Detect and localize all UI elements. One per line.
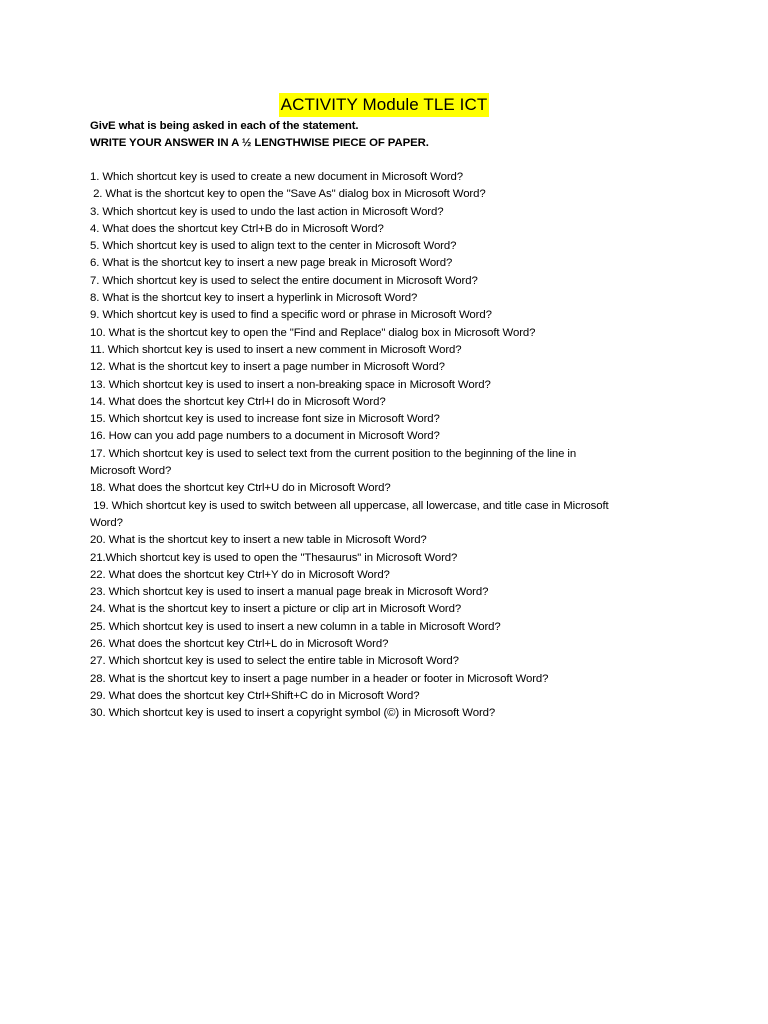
question-item: 14. What does the shortcut key Ctrl+I do in Microsoft Word?	[90, 395, 386, 408]
question-item: 21.Which shortcut key is used to open the "Thesaurus" in Microsoft Word?	[90, 551, 458, 564]
question-item: 13. Which shortcut key is used to insert a non-breaking space in Microsoft Word?	[90, 378, 491, 391]
question-item: 24. What is the shortcut key to insert a picture or clip art in Microsoft Word?	[90, 603, 462, 616]
question-item: 4. What does the shortcut key Ctrl+B do in Microsoft Word?	[90, 222, 384, 235]
question-item: 30. Which shortcut key is used to insert a copyright symbol (©) in Microsoft Word?	[90, 707, 496, 720]
instruction-line: WRITE YOUR ANSWER IN A ½ LENGTHWISE PIECE OF PAPER.	[90, 137, 429, 150]
page-title: ACTIVITY Module TLE ICT	[279, 93, 490, 117]
question-item: 2. What is the shortcut key to open the "Save As" dialog box in Microsoft Word?	[90, 188, 486, 201]
question-item: 1. Which shortcut key is used to create a new document in Microsoft Word?	[90, 171, 463, 183]
instructions	[90, 118, 690, 153]
question-item: 16. How can you add page numbers to a document in Microsoft Word?	[90, 430, 440, 443]
question-item: 10. What is the shortcut key to open the "Find and Replace" dialog box in Microsoft Word?	[90, 326, 536, 339]
question-item: 3. Which shortcut key is used to undo the last action in Microsoft Word?	[90, 205, 444, 218]
question-item: 9. Which shortcut key is used to find a specific word or phrase in Microsoft Word?	[90, 309, 492, 322]
question-item: 15. Which shortcut key is used to increase font size in Microsoft Word?	[90, 413, 440, 426]
question-item: 26. What does the shortcut key Ctrl+L do in Microsoft Word?	[90, 638, 389, 651]
question-item: 5. Which shortcut key is used to align text to the center in Microsoft Word?	[90, 240, 457, 253]
question-list	[90, 169, 690, 723]
question-item: 11. Which shortcut key is used to insert a new comment in Microsoft Word?	[90, 343, 462, 356]
question-item: 28. What is the shortcut key to insert a page number in a header or footer in Microsoft Word?	[90, 672, 549, 685]
question-item: 18. What does the shortcut key Ctrl+U do in Microsoft Word?	[90, 482, 391, 495]
title-container	[0, 93, 768, 117]
question-item: 23. Which shortcut key is used to insert a manual page break in Microsoft Word?	[90, 586, 489, 599]
question-item: 19. Which shortcut key is used to switch between all uppercase, all lowercase, and title case in Microsoft Word?	[90, 499, 609, 529]
question-item: 17. Which shortcut key is used to select text from the current position to the beginning of the line in Microsoft Word?	[90, 447, 577, 478]
question-item: 20. What is the shortcut key to insert a new table in Microsoft Word?	[90, 534, 427, 547]
question-item: 8. What is the shortcut key to insert a hyperlink in Microsoft Word?	[90, 292, 418, 305]
instruction-line: GivE what is being asked in each of the statement.	[90, 120, 359, 132]
question-item: 27. Which shortcut key is used to select the entire table in Microsoft Word?	[90, 655, 459, 668]
question-item: 25. Which shortcut key is used to insert a new column in a table in Microsoft Word?	[90, 620, 501, 633]
question-item: 12. What is the shortcut key to insert a page number in Microsoft Word?	[90, 361, 445, 374]
question-item: 7. Which shortcut key is used to select the entire document in Microsoft Word?	[90, 274, 478, 287]
question-item: 6. What is the shortcut key to insert a new page break in Microsoft Word?	[90, 257, 453, 270]
question-item: 22. What does the shortcut key Ctrl+Y do in Microsoft Word?	[90, 568, 390, 581]
question-item: 29. What does the shortcut key Ctrl+Shift+C do in Microsoft Word?	[90, 689, 420, 702]
